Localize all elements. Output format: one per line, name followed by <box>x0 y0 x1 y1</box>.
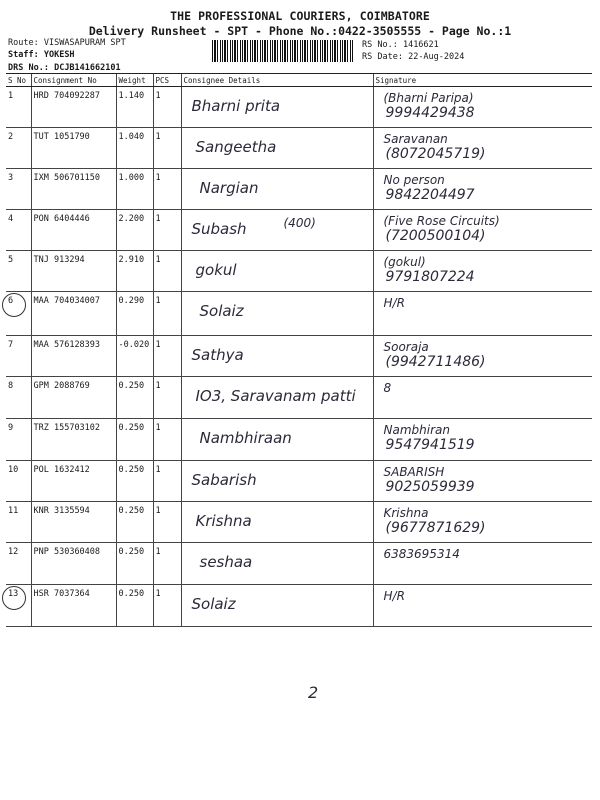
consignment-cell: HRD 704092287 <box>31 87 116 128</box>
pcs-cell: 1 <box>153 210 181 251</box>
staff-value: YOKESH <box>43 50 75 60</box>
weight-cell: 0.250 <box>116 502 153 543</box>
pcs-cell: 1 <box>153 128 181 169</box>
consignee-handwriting: Solaiz <box>199 302 244 320</box>
consignee-handwriting: Sangeetha <box>195 138 277 156</box>
signature-phone: 9025059939 <box>385 479 475 495</box>
signature-cell <box>373 377 592 419</box>
col-pcs: PCS <box>153 74 181 87</box>
signature-cell <box>373 543 592 585</box>
consignee-handwriting: seshaa <box>199 553 253 571</box>
col-consignment: Consignment No <box>31 74 116 87</box>
rs-date-line <box>362 52 464 62</box>
signature-cell <box>373 585 592 627</box>
consignee-cell <box>181 169 373 210</box>
table-row <box>6 377 592 419</box>
signature-handwriting: Sooraja <box>383 340 429 354</box>
weight-cell: 1.140 <box>116 87 153 128</box>
sno-cell: 11 <box>6 502 31 543</box>
weight-cell: 2.200 <box>116 210 153 251</box>
table-row <box>6 292 592 336</box>
consignee-handwriting: Nambhiraan <box>199 429 292 447</box>
signature-handwriting: Saravanan <box>383 132 448 146</box>
table-row <box>6 461 592 502</box>
table-row <box>6 128 592 169</box>
pcs-cell: 1 <box>153 502 181 543</box>
consignee-handwriting: Solaiz <box>191 595 236 613</box>
consignment-cell: TUT 1051790 <box>31 128 116 169</box>
table-row <box>6 210 592 251</box>
consignee-cell <box>181 502 373 543</box>
consignee-cell <box>181 419 373 461</box>
consignee-cell <box>181 543 373 585</box>
sno-cell: 1 <box>6 87 31 128</box>
row-6-circle-mark <box>2 293 26 317</box>
weight-cell: 0.290 <box>116 292 153 336</box>
signature-handwriting: 8 <box>383 381 392 395</box>
drs-label: DRS No.: <box>8 63 49 73</box>
table-row <box>6 502 592 543</box>
col-signature: Signature <box>373 74 592 87</box>
weight-cell: 0.250 <box>116 585 153 627</box>
runsheet-table <box>6 73 592 627</box>
signature-handwriting: 6383695314 <box>383 547 460 561</box>
consignee-handwriting: Subash <box>191 220 247 238</box>
pcs-cell: 1 <box>153 377 181 419</box>
sno-cell: 2 <box>6 128 31 169</box>
signature-cell <box>373 502 592 543</box>
rs-date-value: 22-Aug-2024 <box>408 52 465 62</box>
weight-cell: 0.250 <box>116 419 153 461</box>
signature-handwriting: No person <box>383 173 445 187</box>
pcs-cell: 1 <box>153 543 181 585</box>
route-line <box>8 38 126 48</box>
consignee-handwriting: gokul <box>195 261 237 279</box>
signature-phone: 9994429438 <box>385 105 475 121</box>
consignee-cell <box>181 336 373 377</box>
consignment-cell: KNR 3135594 <box>31 502 116 543</box>
sno-cell: 9 <box>6 419 31 461</box>
table-row <box>6 251 592 292</box>
signature-cell <box>373 292 592 336</box>
table-row <box>6 543 592 585</box>
consignee-cell <box>181 210 373 251</box>
signature-handwriting: (Bharni Paripa) <box>383 91 474 105</box>
pcs-cell: 1 <box>153 461 181 502</box>
signature-handwriting: Nambhiran <box>383 423 450 437</box>
signature-phone: 9842204497 <box>385 187 475 203</box>
footer-handwritten-mark: 2 <box>308 683 319 702</box>
rs-date-label: RS Date: <box>362 52 403 62</box>
consignee-handwriting: Nargian <box>199 179 259 197</box>
sno-cell: 7 <box>6 336 31 377</box>
table-row <box>6 585 592 627</box>
signature-cell <box>373 461 592 502</box>
signature-cell <box>373 87 592 128</box>
signature-handwriting: (gokul) <box>383 255 426 269</box>
sno-cell: 8 <box>6 377 31 419</box>
sno-cell: 13 <box>6 585 31 627</box>
staff-line <box>8 50 75 60</box>
table-row <box>6 87 592 128</box>
staff-label: Staff: <box>8 50 39 60</box>
sno-cell: 5 <box>6 251 31 292</box>
signature-phone: (8072045719) <box>385 146 486 162</box>
col-weight: Weight <box>116 74 153 87</box>
table-row <box>6 169 592 210</box>
weight-cell: 1.000 <box>116 169 153 210</box>
pcs-cell: 1 <box>153 336 181 377</box>
consignment-cell: PNP 530360408 <box>31 543 116 585</box>
signature-phone: 9547941519 <box>385 437 475 453</box>
consignee-handwriting: Sabarish <box>191 471 257 489</box>
barcode-image <box>212 40 354 62</box>
weight-cell: 0.250 <box>116 543 153 585</box>
rs-no-label: RS No.: <box>362 40 398 50</box>
pcs-cell: 1 <box>153 419 181 461</box>
signature-cell <box>373 336 592 377</box>
weight-cell: 2.910 <box>116 251 153 292</box>
signature-handwriting: Krishna <box>383 506 429 520</box>
rs-no-line <box>362 40 439 50</box>
consignee-note: (400) <box>283 216 316 230</box>
consignee-cell <box>181 87 373 128</box>
consignee-handwriting: Sathya <box>191 346 244 364</box>
consignment-cell: GPM 2088769 <box>31 377 116 419</box>
signature-phone: (9677871629) <box>385 520 486 536</box>
consignee-cell <box>181 461 373 502</box>
signature-cell <box>373 169 592 210</box>
consignment-cell: TNJ 913294 <box>31 251 116 292</box>
pcs-cell: 1 <box>153 87 181 128</box>
drs-line <box>8 63 121 73</box>
document-subtitle: Delivery Runsheet - SPT - Phone No.:0422-3505555 - Page No.:1 <box>88 24 512 38</box>
signature-handwriting: SABARISH <box>383 465 445 479</box>
sno-cell: 4 <box>6 210 31 251</box>
consignment-cell: HSR 7037364 <box>31 585 116 627</box>
consignee-cell <box>181 292 373 336</box>
col-sno: S No <box>6 74 31 87</box>
signature-phone: 9791807224 <box>385 269 475 285</box>
route-label: Route: <box>8 38 39 48</box>
consignee-cell <box>181 251 373 292</box>
table-row <box>6 419 592 461</box>
drs-value: DCJB141662101 <box>54 63 121 73</box>
table-row <box>6 336 592 377</box>
signature-handwriting: (Five Rose Circuits) <box>383 214 500 228</box>
consignee-cell <box>181 377 373 419</box>
signature-phone: (7200500104) <box>385 228 486 244</box>
weight-cell: 1.040 <box>116 128 153 169</box>
consignment-cell: POL 1632412 <box>31 461 116 502</box>
row-13-circle-mark <box>2 586 26 610</box>
signature-cell <box>373 419 592 461</box>
consignment-cell: PON 6404446 <box>31 210 116 251</box>
consignment-cell: IXM 506701150 <box>31 169 116 210</box>
signature-cell <box>373 251 592 292</box>
signature-phone: (9942711486) <box>385 354 486 370</box>
pcs-cell: 1 <box>153 292 181 336</box>
weight-cell: 0.250 <box>116 377 153 419</box>
consignee-cell <box>181 585 373 627</box>
consignment-cell: TRZ 155703102 <box>31 419 116 461</box>
consignment-cell: MAA 576128393 <box>31 336 116 377</box>
pcs-cell: 1 <box>153 585 181 627</box>
consignee-handwriting: IO3, Saravanam patti <box>195 387 356 405</box>
route-value: VISWASAPURAM SPT <box>43 38 126 48</box>
sno-cell: 6 <box>6 292 31 336</box>
table-header-row <box>6 74 592 87</box>
consignee-handwriting: Krishna <box>195 512 252 530</box>
sno-cell: 10 <box>6 461 31 502</box>
signature-handwriting: H/R <box>383 589 405 603</box>
col-consignee: Consignee Details <box>181 74 373 87</box>
consignment-cell: MAA 704034007 <box>31 292 116 336</box>
pcs-cell: 1 <box>153 251 181 292</box>
signature-cell <box>373 210 592 251</box>
consignee-cell <box>181 128 373 169</box>
signature-cell <box>373 128 592 169</box>
weight-cell: -0.020 <box>116 336 153 377</box>
weight-cell: 0.250 <box>116 461 153 502</box>
rs-no-value: 1416621 <box>402 40 439 50</box>
signature-handwriting: H/R <box>383 296 405 310</box>
pcs-cell: 1 <box>153 169 181 210</box>
document-title: THE PROFESSIONAL COURIERS, COIMBATORE <box>170 9 430 23</box>
sno-cell: 3 <box>6 169 31 210</box>
consignee-handwriting: Bharni prita <box>191 97 281 115</box>
sno-cell: 12 <box>6 543 31 585</box>
